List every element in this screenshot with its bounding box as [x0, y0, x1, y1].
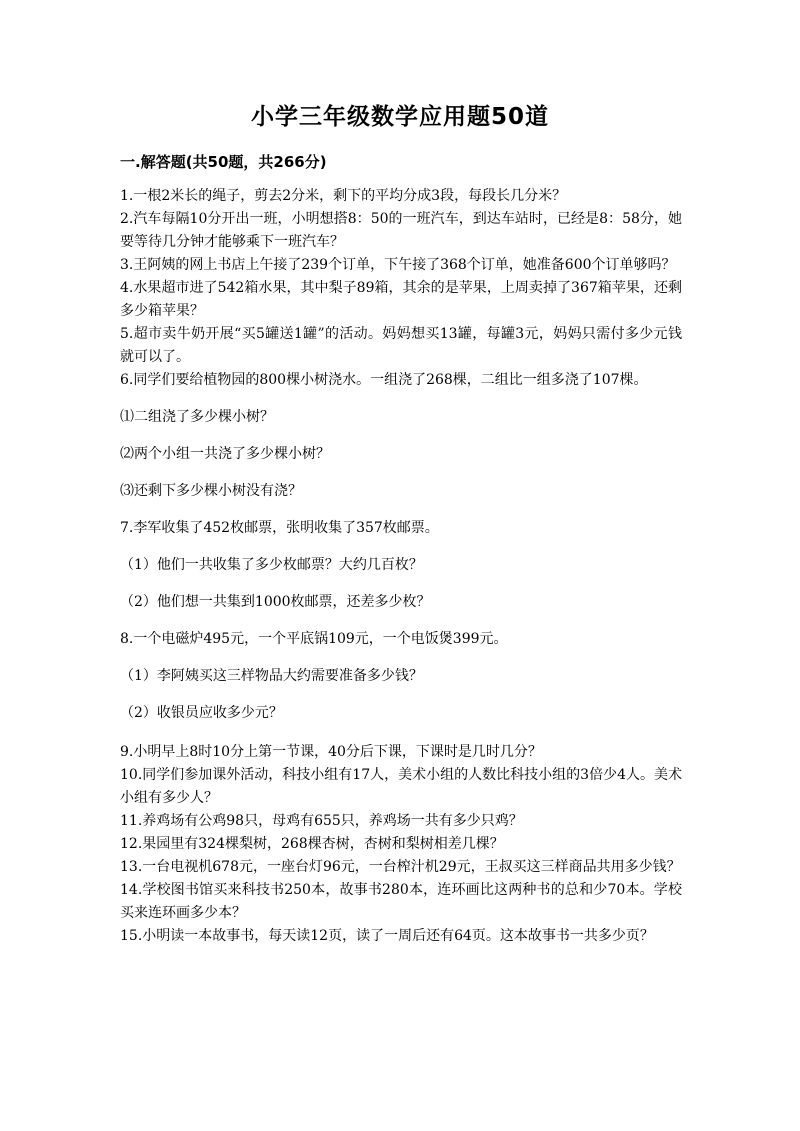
question-11: 11.养鸡场有公鸡98只，母鸡有655只，养鸡场一共有多少只鸡？: [120, 813, 523, 829]
question-10: 10.同学们参加课外活动，科技小组有17人，美术小组的人数比科技小组的3倍少4人。美术小组有多少人？: [120, 767, 682, 806]
question-1: 1.一根2米长的绳子，剪去2分米，剩下的平均分成3段，每段长几分米？: [120, 188, 567, 204]
question-8: 8.一个电磁炉495元，一个平底锅109元，一个电饭煲399元。: [120, 631, 508, 647]
question-13: 13.一台电视机678元，一座台灯96元，一台榨汁机29元，王叔买这三样商品共用多少钱？: [120, 859, 681, 875]
section-heading: 一.解答题(共50题，共266分): [120, 153, 327, 171]
question-7-sub-1: （1）他们一共收集了多少枚邮票？大约几百枚？: [120, 557, 423, 573]
question-list: [120, 185, 682, 948]
question-7-sub-2: （2）他们想一共集到1000枚邮票，还差多少枚？: [120, 594, 431, 610]
question-8-sub-1: （1）李阿姨买这三样物品大约需要准备多少钱？: [120, 668, 423, 684]
question-6-sub-2: ⑵两个小组一共浇了多少棵小树？: [120, 446, 330, 462]
question-4: 4.水果超市进了542箱水果，其中梨子89箱，其余的是苹果，上周卖掉了367箱苹果，还剩多少箱苹果？: [120, 280, 682, 319]
question-6-sub-3: ⑶还剩下多少棵小树没有浇？: [120, 483, 302, 499]
question-3: 3.王阿姨的网上书店上午接了239个订单，下午接了368个订单，她准备600个订单够吗？: [120, 257, 676, 273]
question-6-sub-1: ⑴二组浇了多少棵小树？: [120, 409, 274, 425]
question-7: 7.李军收集了452枚邮票，张明收集了357枚邮票。: [120, 520, 439, 536]
question-5: 5.超市卖牛奶开展“买5罐送1罐”的活动。妈妈想买13罐，每罐3元，妈妈只需付多少元钱就可以了。: [120, 326, 682, 365]
question-9: 9.小明早上8时10分上第一节课，40分后下课，下课时是几时几分？: [120, 744, 542, 760]
page-title: 小学三年级数学应用题50道: [250, 104, 549, 130]
question-2: 2.汽车每隔10分开出一班，小明想搭8：50的一班汽车，到达车站时，已经是8：58分，她要等待几分钟才能够乘下一班汽车？: [120, 211, 682, 250]
question-15: 15.小明读一本故事书，每天读12页，读了一周后还有64页。这本故事书一共多少页？: [120, 928, 654, 944]
question-12: 12.果园里有324棵梨树，268棵杏树，杏树和梨树相差几棵？: [120, 836, 504, 852]
question-8-sub-2: （2）收银员应收多少元？: [120, 705, 283, 721]
question-6: 6.同学们要给植物园的800棵小树浇水。一组浇了268棵，二组比一组多浇了107棵。: [120, 372, 648, 388]
question-14: 14.学校图书馆买来科技书250本，故事书280本，连环画比这两种书的总和少70本。学校买来连环画多少本？: [120, 882, 682, 921]
